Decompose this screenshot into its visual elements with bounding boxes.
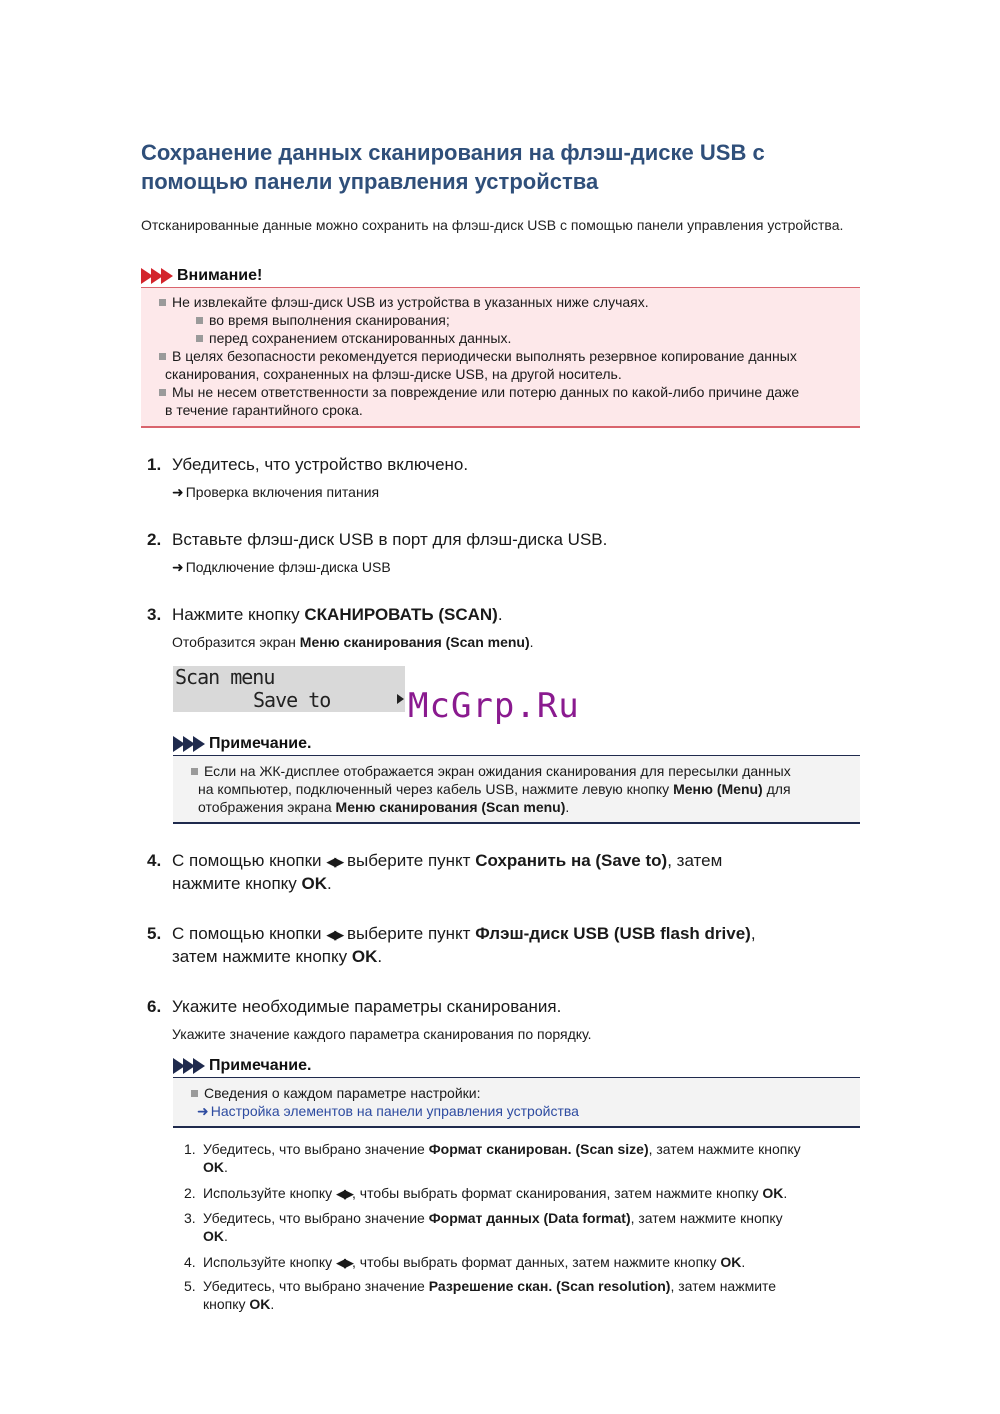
caution-item: В целях безопасности рекомендуется периодически выполнять резервное копирование данных	[159, 347, 797, 365]
substep-1-continued: OK.	[203, 1159, 228, 1175]
caution-heading	[141, 265, 262, 287]
note-box	[173, 1077, 860, 1128]
step-5-continued: затем нажмите кнопку OK.	[172, 947, 383, 966]
caution-label: Внимание!	[177, 267, 263, 284]
watermark: McGrp.Ru	[408, 686, 580, 726]
lcd-screen	[173, 666, 405, 712]
bullet-icon	[159, 389, 166, 396]
left-right-buttons-icon: ◀▶	[336, 1255, 352, 1270]
substep-5: 5. Убедитесь, что выбрано значение Разрешение скан. (Scan resolution), затем нажмите	[184, 1278, 777, 1294]
caution-icon	[161, 268, 173, 284]
lcd-line-1: Scan menu	[175, 665, 275, 689]
caution-box	[141, 287, 860, 428]
intro-paragraph: Отсканированные данные можно сохранить на флэш-диск USB с помощью панели управления устройства.	[141, 217, 844, 233]
step-3-description: Отобразится экран Меню сканирования (Scan menu).	[172, 634, 534, 650]
bullet-icon	[159, 353, 166, 360]
lcd-arrow-icon	[397, 694, 404, 704]
step-2-link[interactable]: ➜ Подключение флэш-диска USB	[172, 559, 391, 575]
substep-4: 4. Используйте кнопку ◀▶, чтобы выбрать формат данных, затем нажмите кнопку OK.	[184, 1254, 746, 1270]
substep-2: 2. Используйте кнопку ◀▶, чтобы выбрать формат сканирования, затем нажмите кнопку OK.	[184, 1185, 788, 1201]
step-4: 4. С помощью кнопки ◀▶ выберите пункт Сохранить на (Save to), затем	[147, 851, 723, 870]
step-4-continued: нажмите кнопку OK.	[172, 874, 332, 893]
lcd-line-2: Save to	[253, 688, 331, 712]
caution-item-continued: в течение гарантийного срока.	[165, 402, 363, 418]
arrow-right-icon: ➜	[172, 484, 184, 500]
note-item: Если на ЖК-дисплее отображается экран ожидания сканирования для пересылки данных	[191, 762, 791, 780]
note-icon	[193, 736, 205, 752]
page-title: Сохранение данных сканирования на флэш-диске USB с помощью панели управления устройства	[141, 140, 765, 194]
bullet-icon	[196, 335, 203, 342]
caution-item: Мы не несем ответственности за повреждение или потерю данных по какой-либо причине даже	[159, 383, 799, 401]
caution-subitem: во время выполнения сканирования;	[196, 311, 450, 329]
step-1-link[interactable]: ➜ Проверка включения питания	[172, 484, 380, 500]
note-icon	[193, 1058, 205, 1074]
bullet-icon	[191, 1090, 198, 1097]
arrow-right-icon: ➜	[172, 559, 184, 575]
note-label: Примечание.	[209, 735, 312, 752]
arrow-right-icon: ➜	[197, 1103, 209, 1119]
note-heading	[173, 733, 311, 755]
substep-3-continued: OK.	[203, 1228, 228, 1244]
step-2: 2. Вставьте флэш-диск USB в порт для флэш-диска USB.	[147, 530, 608, 549]
note-item-continued: на компьютер, подключенный через кабель USB, нажмите левую кнопку Меню (Menu) для	[198, 781, 791, 797]
step-1: 1. Убедитесь, что устройство включено.	[147, 455, 469, 474]
substep-1: 1. Убедитесь, что выбрано значение Формат сканирован. (Scan size), затем нажмите кнопку	[184, 1141, 801, 1157]
caution-item: Не извлекайте флэш-диск USB из устройства в указанных ниже случаях.	[159, 293, 649, 311]
settings-link[interactable]: ➜ Настройка элементов на панели управления устройства	[197, 1103, 579, 1119]
step-5: 5. С помощью кнопки ◀▶ выберите пункт Флэш-диск USB (USB flash drive),	[147, 924, 756, 943]
note-label: Примечание.	[209, 1057, 312, 1074]
step-3: 3. Нажмите кнопку СКАНИРОВАТЬ (SCAN).	[147, 605, 503, 624]
substep-5-continued: кнопку OK.	[203, 1296, 275, 1312]
substep-3: 3. Убедитесь, что выбрано значение Формат данных (Data format), затем нажмите кнопку	[184, 1210, 783, 1226]
caution-subitem: перед сохранением отсканированных данных.	[196, 329, 511, 347]
left-right-buttons-icon: ◀▶	[326, 927, 343, 942]
bullet-icon	[196, 317, 203, 324]
step-6-description: Укажите значение каждого параметра сканирования по порядку.	[172, 1026, 592, 1042]
step-6: 6. Укажите необходимые параметры сканирования.	[147, 997, 562, 1016]
caution-item-continued: сканирования, сохраненных на флэш-диске USB, на другой носитель.	[165, 366, 622, 382]
note-heading	[173, 1055, 311, 1077]
bullet-icon	[191, 768, 198, 775]
note-item-continued: отображения экрана Меню сканирования (Scan menu).	[198, 799, 570, 815]
left-right-buttons-icon: ◀▶	[336, 1186, 352, 1201]
note-item: Сведения о каждом параметре настройки:	[191, 1084, 481, 1102]
left-right-buttons-icon: ◀▶	[326, 854, 343, 869]
bullet-icon	[159, 299, 166, 306]
note-box	[173, 755, 860, 824]
